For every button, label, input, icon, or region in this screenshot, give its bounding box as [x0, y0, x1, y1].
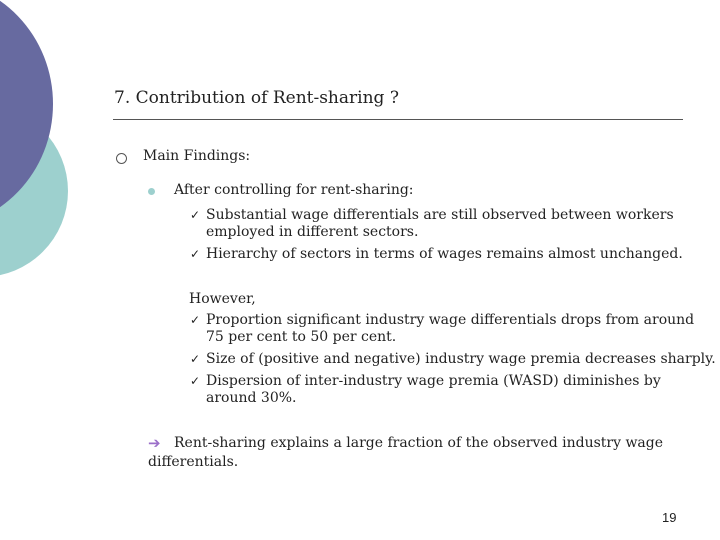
check-icon: ✓	[190, 313, 201, 327]
finding-line: 75 per cent to 50 per cent.	[206, 329, 397, 345]
check-icon: ✓	[190, 247, 201, 261]
check-icon: ✓	[190, 352, 201, 366]
dot-bullet-icon	[148, 188, 155, 195]
page-number: 19	[662, 510, 677, 525]
check-icon: ✓	[190, 374, 201, 388]
controlling-text: After controlling for rent-sharing:	[174, 182, 414, 198]
conclusion-line: Rent-sharing explains a large fraction of the observed industry wage	[174, 435, 664, 451]
main-findings-heading: Main Findings:	[143, 148, 251, 164]
finding-line: Size of (positive and negative) industry wage premia decreases sharply.	[206, 351, 716, 367]
finding-line: Substantial wage differentials are still observed between workers	[206, 207, 674, 223]
conclusion-line: differentials.	[148, 454, 239, 470]
however-text: However,	[189, 291, 256, 307]
arrow-right-icon: ➔	[148, 434, 161, 452]
finding-line: Hierarchy of sectors in terms of wages remains almost unchanged.	[206, 246, 683, 262]
finding-line: Dispersion of inter-industry wage premia (WASD) diminishes by	[206, 373, 661, 389]
finding-line: employed in different sectors.	[206, 224, 419, 240]
slide-title: 7. Contribution of Rent-sharing ?	[114, 88, 399, 108]
finding-line: Proportion significant industry wage differentials drops from around	[206, 312, 695, 328]
check-icon: ✓	[190, 208, 201, 222]
title-divider	[113, 119, 683, 120]
finding-line: around 30%.	[206, 390, 297, 406]
hollow-circle-bullet-icon	[116, 153, 127, 164]
